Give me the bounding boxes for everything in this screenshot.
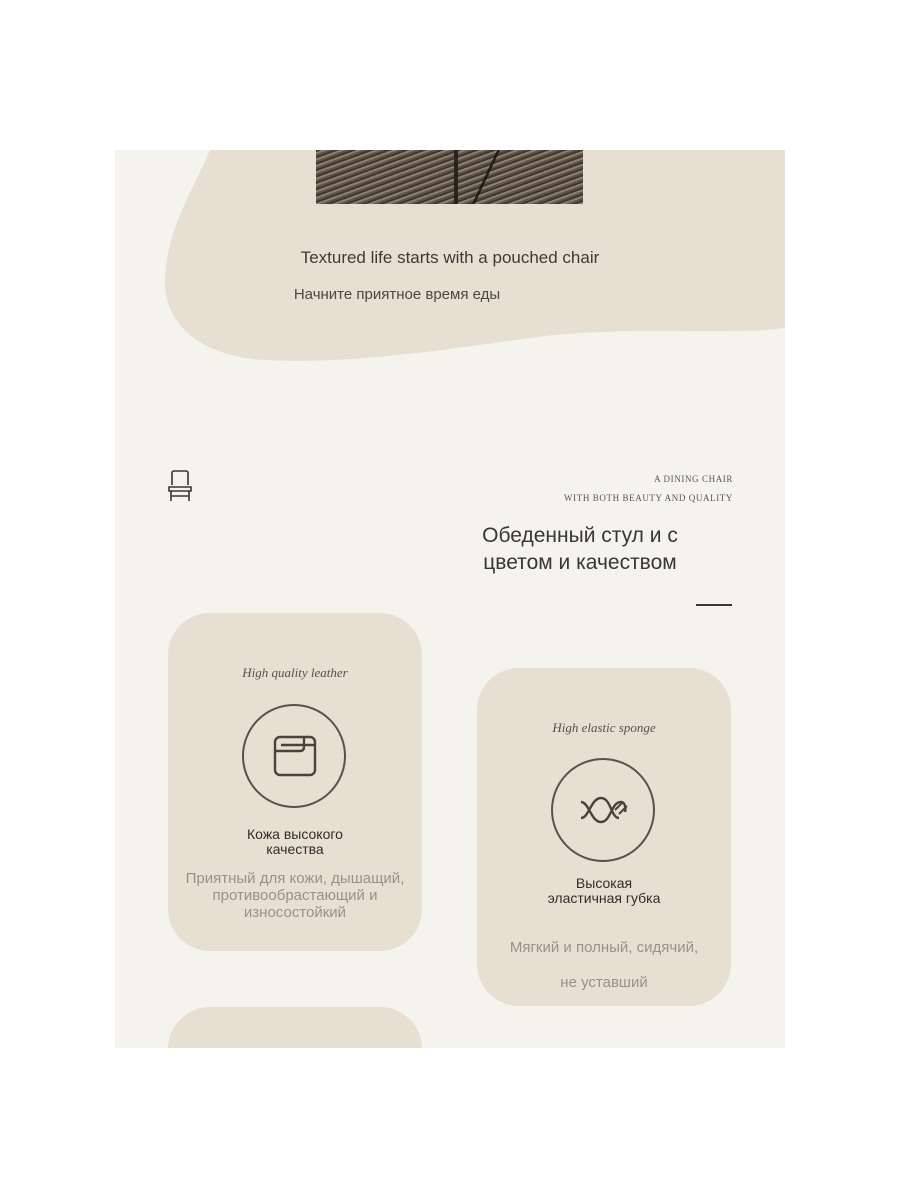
wave-elastic-icon	[551, 758, 655, 862]
feature-label-en: High elastic sponge	[552, 720, 656, 735]
leather-wallet-icon	[242, 704, 346, 808]
feature-title-line2: эластичная губка	[547, 890, 661, 906]
feature-title	[477, 876, 731, 906]
intro-subtitle-line2: WITH BOTH BEAUTY AND QUALITY	[564, 493, 733, 503]
feature-desc-line1: Приятный для кожи, дышащий,	[185, 870, 405, 887]
feature-card-sponge	[477, 668, 731, 1006]
intro-subtitle-line1: A DINING CHAIR	[654, 474, 733, 484]
product-panel	[115, 150, 785, 1048]
section-heading	[415, 522, 745, 576]
feature-desc-line1: Мягкий и полный, сидячий,	[509, 939, 699, 956]
feature-desc-line2: не уставший	[560, 974, 648, 991]
chair-photo	[316, 150, 583, 204]
section-heading-line1: Обеденный стул и с	[482, 524, 678, 547]
hero-tagline-ru: Начните приятное время еды	[293, 286, 501, 303]
feature-title-line1: Высокая	[575, 875, 633, 891]
feature-title-line1: Кожа высокого	[247, 826, 343, 842]
feature-description	[168, 870, 422, 921]
section-heading-line2: цветом и качеством	[483, 551, 677, 574]
feature-desc-line3: износостойкий	[243, 904, 347, 921]
chair-frame-detail	[454, 150, 458, 204]
feature-label-en: High quality leather	[242, 665, 348, 680]
heading-divider	[696, 604, 732, 606]
hero-tagline-en: Textured life starts with a pouched chair	[300, 248, 600, 267]
feature-card-partial	[168, 1007, 422, 1048]
chair-icon	[167, 470, 193, 502]
feature-title-line2: качества	[266, 841, 324, 857]
feature-card-leather	[168, 613, 422, 951]
feature-desc-line2: противообрастающий и	[212, 887, 378, 904]
feature-title	[168, 827, 422, 857]
feature-description	[477, 930, 731, 1000]
